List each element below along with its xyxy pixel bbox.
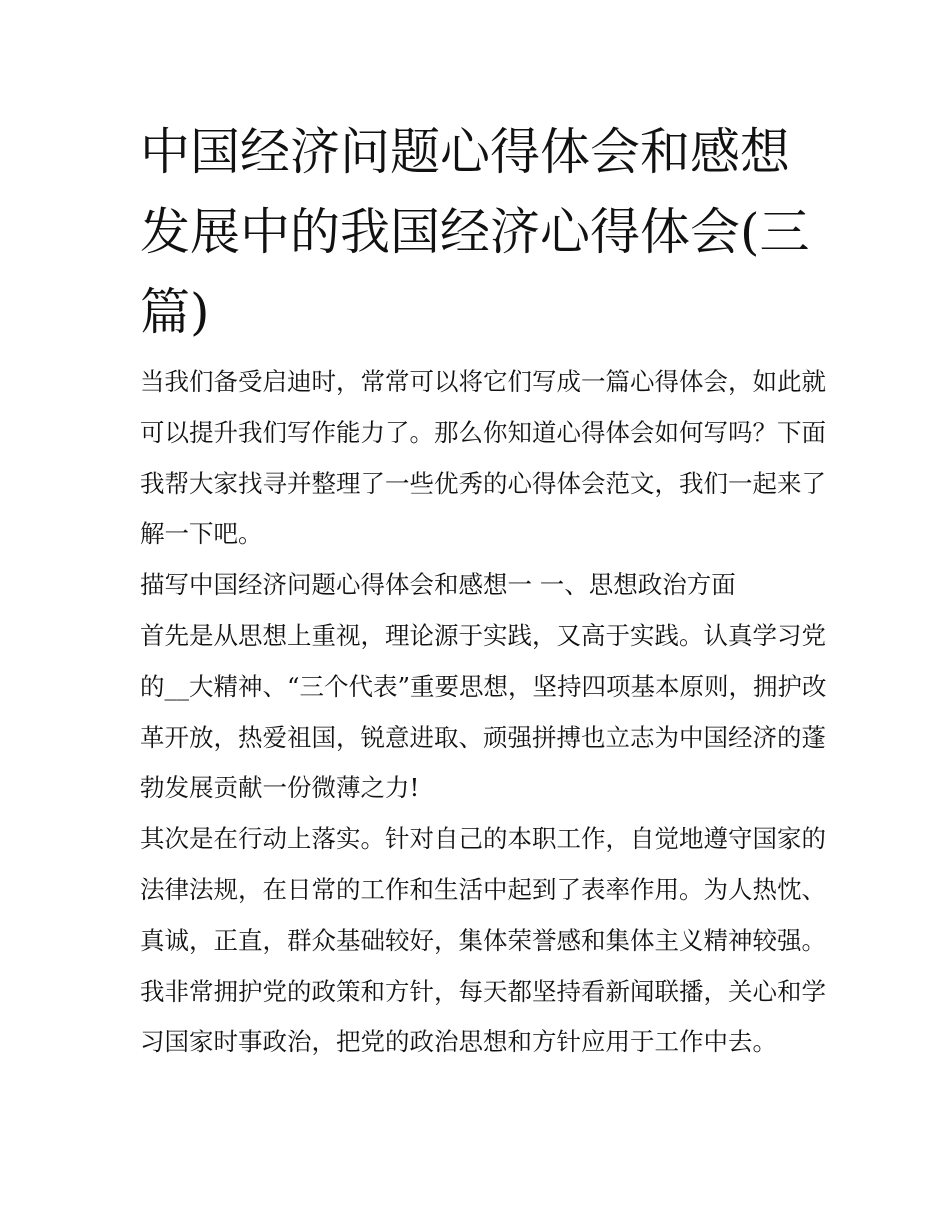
paragraph-first-point: 首先是从思想上重视，理论源于实践，又高于实践。认真学习党的__大精神、“三个代表”重要思想，坚持四项基本原则，拥护改革开放，热爱祖国，锐意进取、顽强拼搏也立志为中国经济的蓬勃发展贡献一份微薄之力! [140, 620, 827, 803]
document-title: 中国经济问题心得体会和感想发展中的我国经济心得体会(三篇) [140, 123, 810, 341]
document-body [140, 357, 830, 1068]
paragraph-second-point: 其次是在行动上落实。针对自己的本职工作，自觉地遵守国家的法律法规，在日常的工作和生活中起到了表率作用。为人热忱、真诚，正直，群众基础较好，集体荣誉感和集体主义精神较强。我非常拥护党的政策和方针，每天都坚持看新闻联播，关心和学习国家时事政治，把党的政治思想和方针应用于工作中去。 [140, 824, 826, 1057]
paragraph-section-heading: 描写中国经济问题心得体会和感想一 一、思想政治方面 [140, 570, 736, 600]
paragraph-intro: 当我们备受启迪时，常常可以将它们写成一篇心得体会，如此就可以提升我们写作能力了。那么你知道心得体会如何写吗？下面我帮大家找寻并整理了一些优秀的心得体会范文，我们一起来了解一下吧。 [140, 367, 826, 549]
